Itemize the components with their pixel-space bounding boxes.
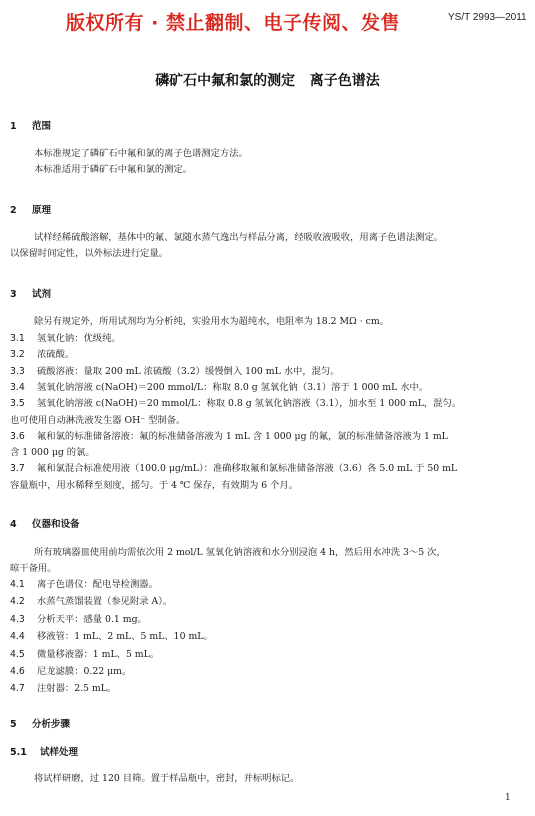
list-item (10, 461, 457, 478)
list-item (10, 396, 461, 413)
page-title: 磷矿石中氟和氯的测定 离子色谱法 (155, 73, 380, 89)
section-title: 试样处理 (40, 747, 79, 758)
section-1-heading (10, 118, 51, 132)
section-title: 原理 (32, 205, 52, 216)
item-text: 水蒸气蒸馏装置（参见附录 A）。 (37, 596, 173, 608)
item-number: 3.6 (10, 430, 25, 442)
list-item (10, 664, 131, 681)
item-number: 3.1 (10, 333, 25, 344)
item-text: 含 1 000 μg 的氯。 (10, 447, 95, 459)
item-text: 移液管：1 mL、2 mL、5 mL、10 mL。 (37, 631, 213, 643)
item-number: 3.5 (10, 398, 25, 410)
list-item (10, 478, 298, 495)
section-title: 范围 (32, 121, 52, 132)
list-item (10, 647, 159, 664)
sample-prep-text: 将试样研磨，过 120 目筛。置于样品瓶中，密封，并标明标记。 (34, 773, 300, 784)
list-item (10, 594, 172, 611)
item-text: 也可使用自动淋洗液发生器 OH⁻ 型制备。 (10, 414, 186, 426)
standard-number: YS/T 2993—2011 (448, 12, 527, 23)
item-number: 4.5 (10, 648, 25, 660)
item-number: 4.4 (10, 631, 25, 643)
item-text: 离子色谱仪：配电导检测器。 (37, 579, 158, 590)
list-item (10, 331, 121, 348)
section-number: 3 (10, 289, 17, 300)
list-item (10, 445, 95, 462)
page-number: 1 (505, 793, 511, 803)
section-3-heading (10, 286, 51, 300)
list-item (10, 429, 448, 446)
scope-line-2: 本标准适用于磷矿石中氟和氯的测定。 (34, 164, 193, 175)
item-number: 3.7 (10, 463, 25, 475)
item-text: 注射器：2.5 mL。 (37, 683, 117, 695)
scope-line-1: 本标准规定了磷矿石中氟和氯的离子色谱测定方法。 (34, 148, 248, 159)
item-number: 3.3 (10, 365, 25, 377)
section-4-heading (10, 516, 80, 530)
watermark: 版权所有 · 禁止翻制、电子传阅、发售 (66, 12, 400, 34)
section-title: 试剂 (32, 289, 52, 300)
item-number: 4.3 (10, 613, 25, 625)
item-number: 3.2 (10, 349, 25, 361)
section-number: 5.1 (10, 747, 27, 758)
item-text: 硫酸溶液：量取 200 mL 浓硫酸（3.2）缓慢倒入 100 mL 水中，混匀。 (37, 365, 340, 377)
item-text: 氢氧化钠：优级纯。 (37, 333, 121, 344)
item-number: 4.6 (10, 666, 25, 677)
section-number: 2 (10, 205, 17, 216)
principle-line-1: 试样经稀硫酸溶解，基体中的氟、氯随水蒸气逸出与样品分离，经吸收液吸收，用离子色谱法测定。 (34, 232, 444, 243)
principle-line-2: 以保留时间定性，以外标法进行定量。 (10, 248, 169, 259)
list-item (10, 347, 74, 364)
section-5-heading (10, 716, 70, 730)
section-number: 5 (10, 719, 17, 730)
section-title: 仪器和设备 (32, 519, 80, 530)
apparatus-intro-line-2: 晾干备用。 (10, 563, 57, 574)
item-text: 氟和氯混合标准使用液（100.0 μg/mL）：准确移取氟和氯标准储备溶液（3.6）各 5.0 mL 于 50 mL (37, 463, 458, 475)
item-text: 尼龙滤膜：0.22 μm。 (37, 666, 132, 677)
list-item (10, 380, 428, 397)
list-item (10, 612, 147, 629)
list-item (10, 681, 116, 698)
reagents-intro: 除另有规定外，所用试剂均为分析纯，实验用水为超纯水，电阻率为 18.2 MΩ · cm。 (34, 316, 389, 327)
section-number: 4 (10, 519, 17, 530)
list-item (10, 577, 158, 594)
section-title: 分析步骤 (32, 719, 71, 730)
section-2-heading (10, 202, 51, 216)
list-item (10, 364, 340, 381)
item-number: 4.2 (10, 596, 25, 608)
item-text: 微量移液器：1 mL、5 mL。 (37, 648, 160, 660)
item-text: 氢氧化钠溶液 c(NaOH)＝20 mmol/L：称取 0.8 g 氢氧化钠溶液（3.1），加水至 1 000 mL，混匀。 (37, 398, 462, 410)
item-text: 分析天平：感量 0.1 mg。 (37, 613, 147, 625)
list-item (10, 413, 185, 430)
apparatus-intro-line-1: 所有玻璃器皿使用前均需依次用 2 mol/L 氢氧化钠溶液和水分别浸泡 4 h，然后用水冲洗 3～5 次， (34, 547, 446, 558)
item-text: 氟和氯的标准储备溶液：氟的标准储备溶液为 1 mL 含 1 000 μg 的氟，氯的标准储备溶液为 1 mL (37, 430, 448, 442)
section-number: 1 (10, 121, 17, 132)
item-text: 浓硫酸。 (37, 349, 75, 361)
item-number: 4.1 (10, 579, 25, 590)
section-5-1-heading (10, 744, 78, 758)
item-text: 氢氧化钠溶液 c(NaOH)＝200 mmol/L：称取 8.0 g 氢氧化钠（3.1）溶于 1 000 mL 水中。 (37, 381, 429, 393)
item-number: 3.4 (10, 381, 25, 393)
item-text: 容量瓶中，用水稀释至刻度，摇匀。于 4 ℃ 保存，有效期为 6 个月。 (10, 479, 299, 491)
item-number: 4.7 (10, 683, 25, 695)
list-item (10, 629, 213, 646)
